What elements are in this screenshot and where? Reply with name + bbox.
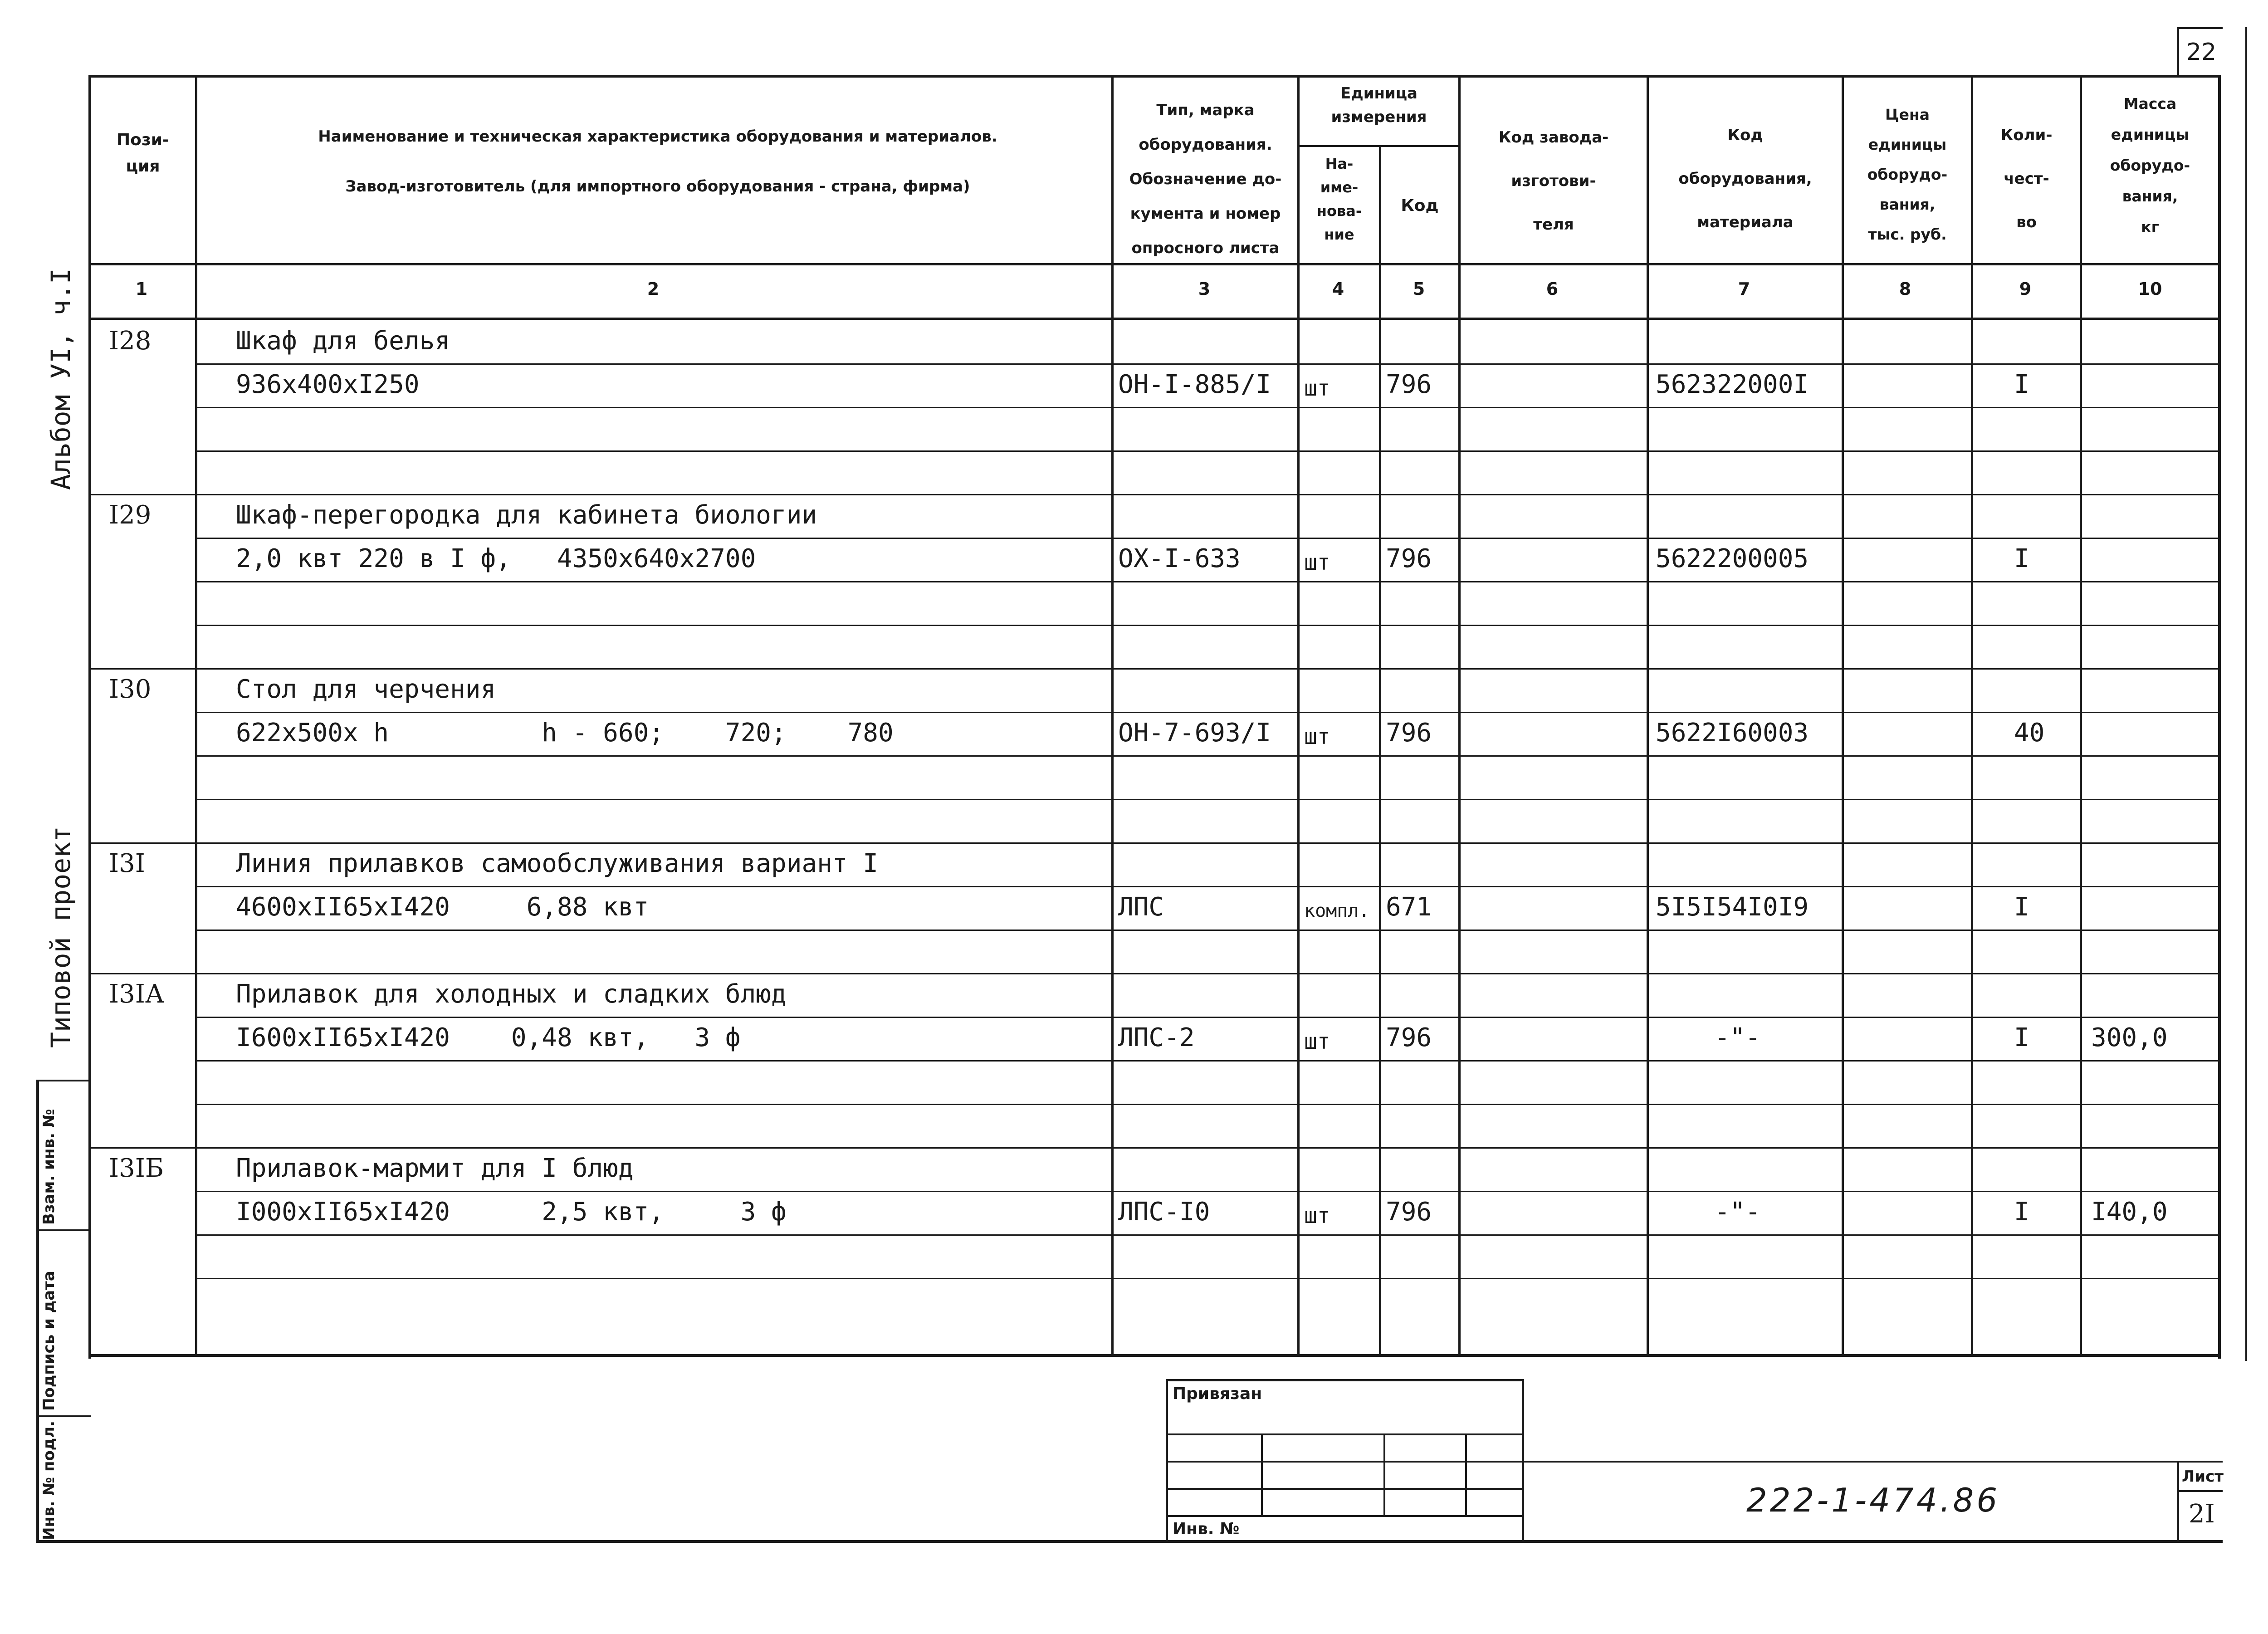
- document-number: 222-1-474.86: [1746, 1481, 2000, 1519]
- row-quantity: I: [2014, 544, 2029, 573]
- row-spec: 4600xII65xI420 6,88 квт: [236, 892, 649, 922]
- row-equipment-code: 5622200005: [1656, 544, 1809, 573]
- row-unit-code: 796: [1386, 370, 1432, 399]
- row-spec: 936x400xI250: [236, 370, 420, 399]
- row-quantity: 40: [2014, 718, 2045, 748]
- row-unit: шт: [1304, 724, 1330, 749]
- row-equipment-code: -"-: [1715, 1197, 1761, 1227]
- row-unit: шт: [1304, 1029, 1330, 1054]
- row-position: I30: [109, 675, 152, 704]
- row-quantity: I: [2014, 892, 2029, 922]
- row-type: ОХ-I-633: [1118, 544, 1241, 573]
- column-number: 9: [2019, 279, 2032, 299]
- side-label-inv: Инв. № подл.: [40, 1420, 58, 1540]
- row-position: I3IБ: [109, 1154, 164, 1183]
- row-type: ОН-7-693/I: [1118, 718, 1271, 748]
- row-equipment-code: -"-: [1715, 1023, 1761, 1052]
- side-label-album: Альбом УI, ч.I: [45, 268, 76, 490]
- column-number: 2: [647, 279, 660, 299]
- side-label-vzam: Взам. инв. №: [40, 1109, 58, 1225]
- row-unit-code: 671: [1386, 892, 1432, 922]
- stamp-privyazan: Привязан: [1173, 1384, 1262, 1403]
- row-name: Шкаф-перегородка для кабинета биологии: [236, 500, 817, 530]
- row-type: ЛПС: [1118, 892, 1164, 922]
- row-equipment-code: 5I5I54I0I9: [1656, 892, 1809, 922]
- row-unit: шт: [1304, 1203, 1330, 1228]
- row-unit-code: 796: [1386, 1197, 1432, 1227]
- column-number: 4: [1332, 279, 1344, 299]
- row-unit: шт: [1304, 550, 1330, 575]
- row-unit: компл.: [1304, 900, 1370, 921]
- header-quantity: Коли- чест- во: [2000, 126, 2053, 231]
- row-name: Шкаф для белья: [236, 326, 450, 356]
- row-type: ЛПС-I0: [1118, 1197, 1210, 1227]
- column-number: 1: [135, 279, 148, 299]
- row-name: Линия прилавков самообслуживания вариант I: [236, 849, 879, 878]
- row-unit-code: 796: [1386, 544, 1432, 573]
- header-unit-name: На- име- нова- ние: [1316, 155, 1362, 243]
- row-mass: 300,0: [2091, 1023, 2168, 1052]
- row-equipment-code: 5622I60003: [1656, 718, 1809, 748]
- row-name: Прилавок для холодных и сладких блюд: [236, 979, 787, 1009]
- stamp-inv-no: Инв. №: [1173, 1520, 1240, 1538]
- row-position: I3IА: [109, 979, 165, 1009]
- row-type: ЛПС-2: [1118, 1023, 1195, 1052]
- row-quantity: I: [2014, 1023, 2029, 1052]
- column-number: 5: [1413, 279, 1425, 299]
- column-number: 10: [2138, 279, 2162, 299]
- header-position: Пози- ция: [117, 131, 169, 176]
- row-spec: 622x500x h h - 660; 720; 780: [236, 718, 894, 748]
- row-mass: I40,0: [2091, 1197, 2168, 1227]
- row-spec: 2,0 квт 220 в I ф, 4350x640x2700: [236, 544, 756, 573]
- row-spec: I600xII65xI420 0,48 квт, 3 ф: [236, 1023, 741, 1052]
- row-quantity: I: [2014, 1197, 2029, 1227]
- header-mass: Масса единицы оборудо- вания, кг: [2110, 95, 2190, 236]
- row-unit-code: 796: [1386, 1023, 1432, 1052]
- row-position: I3I: [109, 849, 145, 878]
- header-unit-group: Единица измерения: [1331, 84, 1427, 126]
- side-label-project: Типовой проект: [45, 826, 76, 1048]
- row-name: Стол для черчения: [236, 675, 496, 704]
- row-unit: шт: [1304, 376, 1330, 401]
- row-unit-code: 796: [1386, 718, 1432, 748]
- row-type: ОН-I-885/I: [1118, 370, 1271, 399]
- sheet-corner-number: 22: [2186, 39, 2217, 66]
- header-unit-code: Код: [1401, 196, 1439, 215]
- row-position: I29: [109, 500, 152, 530]
- column-number: 3: [1198, 279, 1211, 299]
- row-position: I28: [109, 326, 152, 356]
- header-price: Цена единицы оборудо- вания, тыс. руб.: [1867, 106, 1948, 243]
- header-equipment-code: Код оборудования, материала: [1678, 126, 1812, 231]
- header-name-line1: Наименование и техническая характеристика оборудования и материалов.: [318, 127, 997, 146]
- header-name-line2: Завод-изготовитель (для импортного оборудования - страна, фирма): [345, 177, 970, 196]
- side-label-podpis: Подпись и дата: [40, 1271, 58, 1411]
- row-equipment-code: 562322000I: [1656, 370, 1809, 399]
- header-type: Тип, марка оборудования. Обозначение до- кумента и номер опросного листа: [1129, 101, 1282, 257]
- stamp-list-number: 2I: [2189, 1499, 2215, 1529]
- header-factory-code: Код завода- изготови- теля: [1498, 128, 1609, 234]
- row-spec: I000xII65xI420 2,5 квт, 3 ф: [236, 1197, 787, 1227]
- row-name: Прилавок-мармит для I блюд: [236, 1154, 634, 1183]
- stamp-list-label: Лист: [2182, 1468, 2224, 1486]
- column-number: 6: [1546, 279, 1559, 299]
- row-quantity: I: [2014, 370, 2029, 399]
- column-number: 8: [1899, 279, 1911, 299]
- column-number: 7: [1738, 279, 1750, 299]
